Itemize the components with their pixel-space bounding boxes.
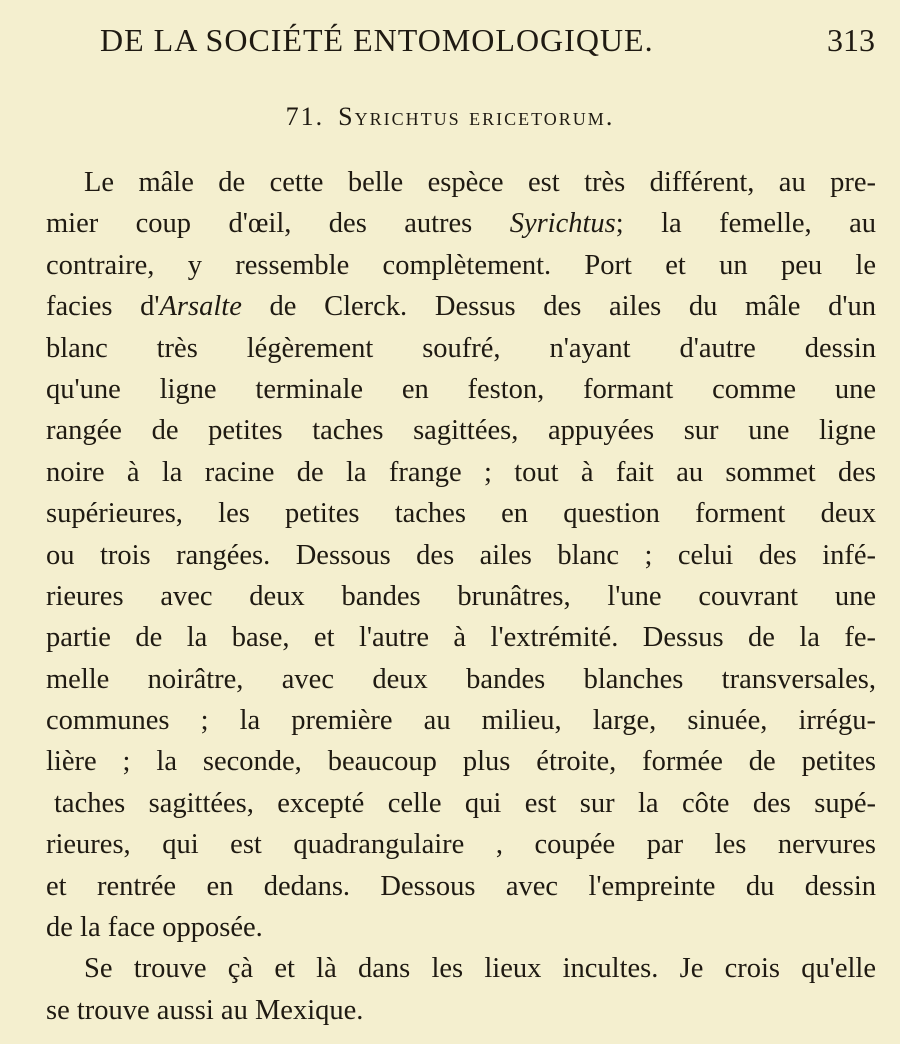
running-title: DE LA SOCIÉTÉ ENTOMOLOGIQUE.	[100, 22, 654, 58]
running-head	[100, 22, 875, 62]
species-number: 71.	[285, 102, 325, 131]
text-line: noire à la racine de la frange ; tout à fait au sommet des	[46, 456, 876, 488]
text-line: ou trois rangées. Dessous des ailes blanc ; celui des infé-	[46, 539, 876, 571]
text-line: se trouve aussi au Mexique.	[46, 994, 364, 1026]
paragraph-habitat	[46, 948, 876, 1031]
text-line: contraire, y ressemble complètement. Port et un peu le	[46, 249, 876, 281]
page-number: 313	[827, 22, 875, 58]
text-line: blanc très légèrement soufré, n'ayant d'autre dessin	[46, 332, 876, 364]
text-line	[46, 286, 876, 327]
text-line	[46, 203, 876, 244]
text-line: rieures, qui est quadrangulaire , coupée par les nervures	[46, 829, 876, 861]
species-reference: Arsalte	[159, 291, 242, 323]
text-span: de Clerck. Dessus des ailes du mâle d'un	[241, 291, 876, 323]
text-line: partie de la base, et l'autre à l'extrémité. Dessus de la fe-	[46, 622, 876, 654]
text-line: melle noirâtre, avec deux bandes blanches transversales,	[46, 663, 876, 695]
text-span: ; la femelle, au	[615, 208, 876, 240]
genus-name: Syrichtus	[509, 208, 616, 240]
species-name: Syrichtus ericetorum.	[338, 102, 615, 131]
species-heading	[0, 102, 900, 132]
body-text	[46, 162, 876, 1031]
text-line: Se trouve çà et là dans les lieux incultes. Je crois qu'elle	[84, 953, 876, 985]
text-line: qu'une ligne terminale en feston, formant comme une	[46, 373, 876, 405]
text-line: communes ; la première au milieu, large, sinuée, irrégu-	[46, 705, 876, 737]
text-span: facies d'	[46, 291, 160, 323]
text-line: rangée de petites taches sagittées, appuyées sur une ligne	[46, 415, 876, 447]
text-line: de la face opposée.	[46, 912, 263, 944]
text-line: taches sagittées, excepté celle qui est sur la côte des supé-	[54, 787, 876, 819]
text-span: mier coup d'œil, des autres	[46, 208, 510, 240]
text-line: supérieures, les petites taches en question forment deux	[46, 498, 876, 530]
paragraph-description	[46, 162, 876, 948]
text-line: lière ; la seconde, beaucoup plus étroite, formée de petites	[46, 746, 876, 778]
text-line: et rentrée en dedans. Dessous avec l'empreinte du dessin	[46, 870, 876, 902]
text-line: rieures avec deux bandes brunâtres, l'une couvrant une	[46, 580, 876, 612]
text-line: Le mâle de cette belle espèce est très différent, au pre-	[84, 167, 876, 198]
